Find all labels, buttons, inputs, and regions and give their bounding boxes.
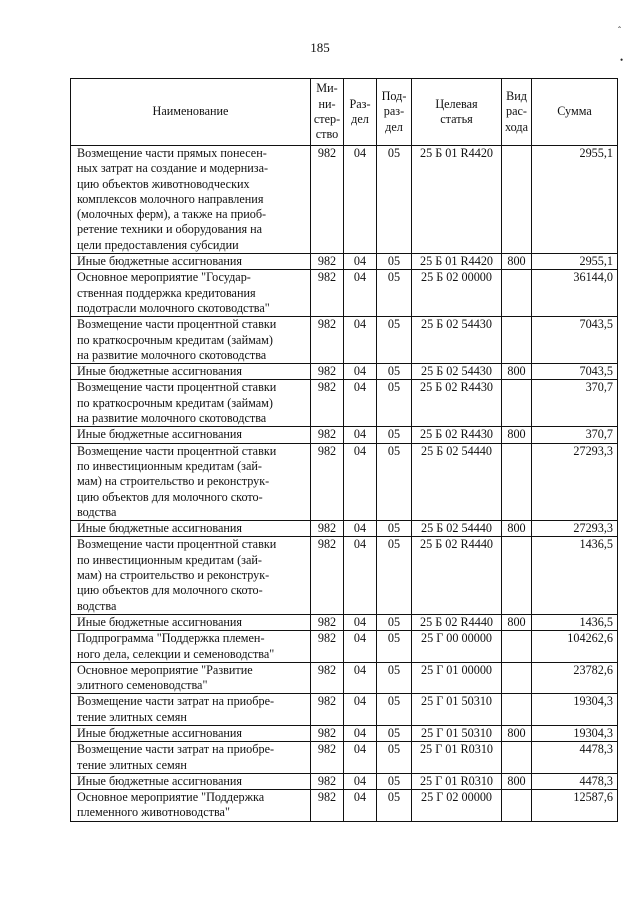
cell-name: Возмещение части затрат на приобре- тение элитных семян: [71, 742, 311, 774]
cell-expense-type: [502, 631, 532, 663]
cell-ministry: 982: [311, 790, 344, 822]
table-row: [71, 146, 618, 254]
cell-name: Иные бюджетные ассигнования: [71, 614, 311, 630]
cell-name: Иные бюджетные ассигнования: [71, 521, 311, 537]
cell-ministry: 982: [311, 662, 344, 694]
cell-expense-type: 800: [502, 614, 532, 630]
cell-subsection: 05: [377, 773, 412, 789]
table-row: [71, 270, 618, 317]
cell-target: 25 Б 02 R4440: [412, 614, 502, 630]
cell-target: 25 Г 02 00000: [412, 790, 502, 822]
header-name: Наименование: [71, 79, 311, 146]
cell-target: 25 Б 02 00000: [412, 270, 502, 317]
cell-section: 04: [344, 364, 377, 380]
cell-subsection: 05: [377, 742, 412, 774]
cell-section: 04: [344, 254, 377, 270]
cell-amount: 19304,3: [532, 725, 618, 741]
cell-subsection: 05: [377, 521, 412, 537]
cell-target: 25 Б 02 54430: [412, 364, 502, 380]
cell-amount: 1436,5: [532, 614, 618, 630]
cell-section: 04: [344, 614, 377, 630]
header-amount: Сумма: [532, 79, 618, 146]
table-row: [71, 443, 618, 520]
cell-section: 04: [344, 146, 377, 254]
cell-expense-type: [502, 694, 532, 726]
cell-amount: 370,7: [532, 380, 618, 427]
cell-ministry: 982: [311, 694, 344, 726]
table-row: [71, 521, 618, 537]
table-row: [71, 254, 618, 270]
cell-amount: 12587,6: [532, 790, 618, 822]
table-row: [71, 790, 618, 822]
cell-expense-type: [502, 537, 532, 614]
cell-expense-type: 800: [502, 427, 532, 443]
cell-expense-type: [502, 443, 532, 520]
cell-expense-type: 800: [502, 254, 532, 270]
cell-section: 04: [344, 521, 377, 537]
cell-ministry: 982: [311, 443, 344, 520]
cell-name: Основное мероприятие "Поддержка племенного животноводства": [71, 790, 311, 822]
cell-section: 04: [344, 725, 377, 741]
cell-ministry: 982: [311, 146, 344, 254]
cell-target: 25 Б 01 R4420: [412, 254, 502, 270]
table-row: [71, 537, 618, 614]
cell-target: 25 Б 02 54430: [412, 317, 502, 364]
cell-section: 04: [344, 317, 377, 364]
cell-amount: 27293,3: [532, 443, 618, 520]
cell-name: Иные бюджетные ассигнования: [71, 773, 311, 789]
cell-amount: 7043,5: [532, 364, 618, 380]
cell-section: 04: [344, 270, 377, 317]
header-ministry: Ми- ни- стер- ство: [311, 79, 344, 146]
cell-target: 25 Г 01 00000: [412, 662, 502, 694]
cell-expense-type: 800: [502, 725, 532, 741]
table-row: [71, 317, 618, 364]
header-expense-type: Вид рас- хода: [502, 79, 532, 146]
cell-subsection: 05: [377, 662, 412, 694]
cell-ministry: 982: [311, 725, 344, 741]
cell-target: 25 Б 02 R4430: [412, 427, 502, 443]
cell-target: 25 Б 02 54440: [412, 521, 502, 537]
cell-ministry: 982: [311, 270, 344, 317]
cell-subsection: 05: [377, 254, 412, 270]
cell-name: Возмещение части процентной ставки по краткосрочным кредитам (займам) на развитие молочного скотоводства: [71, 317, 311, 364]
table-row: [71, 694, 618, 726]
budget-table: [70, 78, 618, 822]
cell-section: 04: [344, 790, 377, 822]
cell-expense-type: 800: [502, 773, 532, 789]
cell-section: 04: [344, 427, 377, 443]
cell-ministry: 982: [311, 427, 344, 443]
cell-amount: 2955,1: [532, 146, 618, 254]
cell-expense-type: [502, 380, 532, 427]
cell-subsection: 05: [377, 443, 412, 520]
cell-subsection: 05: [377, 317, 412, 364]
cell-name: Иные бюджетные ассигнования: [71, 725, 311, 741]
cell-name: Возмещение части прямых понесен- ных затрат на создание и модерниза- цию объектов животноводческих комплексов молочного направления (молочных ферм), а также на приоб- ретение техники и оборудования на цели предоставления субсидии: [71, 146, 311, 254]
cell-subsection: 05: [377, 427, 412, 443]
cell-expense-type: [502, 317, 532, 364]
cell-subsection: 05: [377, 537, 412, 614]
header-target: Целевая статья: [412, 79, 502, 146]
cell-section: 04: [344, 443, 377, 520]
cell-name: Иные бюджетные ассигнования: [71, 364, 311, 380]
cell-name: Иные бюджетные ассигнования: [71, 427, 311, 443]
cell-name: Возмещение части затрат на приобре- тение элитных семян: [71, 694, 311, 726]
table-row: [71, 427, 618, 443]
table-row: [71, 742, 618, 774]
cell-subsection: 05: [377, 694, 412, 726]
cell-section: 04: [344, 742, 377, 774]
cell-subsection: 05: [377, 146, 412, 254]
cell-expense-type: [502, 146, 532, 254]
cell-section: 04: [344, 662, 377, 694]
cell-name: Основное мероприятие "Государ- ственная поддержка кредитования подотрасли молочного скотоводства": [71, 270, 311, 317]
cell-subsection: 05: [377, 790, 412, 822]
cell-target: 25 Г 01 R0310: [412, 742, 502, 774]
cell-amount: 7043,5: [532, 317, 618, 364]
cell-amount: 27293,3: [532, 521, 618, 537]
header-subsection: Под- раз- дел: [377, 79, 412, 146]
cell-ministry: 982: [311, 631, 344, 663]
table-row: [71, 725, 618, 741]
cell-amount: 23782,6: [532, 662, 618, 694]
cell-section: 04: [344, 631, 377, 663]
cell-amount: 19304,3: [532, 694, 618, 726]
cell-expense-type: 800: [502, 521, 532, 537]
cell-subsection: 05: [377, 364, 412, 380]
cell-amount: 36144,0: [532, 270, 618, 317]
cell-section: 04: [344, 773, 377, 789]
cell-ministry: 982: [311, 254, 344, 270]
cell-expense-type: [502, 270, 532, 317]
cell-expense-type: [502, 790, 532, 822]
cell-target: 25 Б 02 R4430: [412, 380, 502, 427]
table-row: [71, 380, 618, 427]
cell-ministry: 982: [311, 317, 344, 364]
cell-target: 25 Б 02 54440: [412, 443, 502, 520]
table-header-row: [71, 79, 618, 146]
cell-amount: 4478,3: [532, 773, 618, 789]
page-number: 185: [310, 40, 330, 55]
cell-subsection: 05: [377, 631, 412, 663]
cell-expense-type: [502, 662, 532, 694]
cell-ministry: 982: [311, 773, 344, 789]
cell-ministry: 982: [311, 364, 344, 380]
cell-name: Возмещение части процентной ставки по инвестиционным кредитам (зай- мам) на строительство и реконструк- цию объектов для молочного ското- водства: [71, 537, 311, 614]
scan-mark-icon: ˆ: [618, 25, 621, 35]
scan-dot-icon: •: [620, 55, 624, 65]
cell-section: 04: [344, 537, 377, 614]
cell-amount: 1436,5: [532, 537, 618, 614]
cell-subsection: 05: [377, 725, 412, 741]
cell-subsection: 05: [377, 270, 412, 317]
table-row: [71, 614, 618, 630]
cell-target: 25 Г 01 50310: [412, 694, 502, 726]
cell-ministry: 982: [311, 742, 344, 774]
cell-amount: 104262,6: [532, 631, 618, 663]
table-row: [71, 631, 618, 663]
cell-target: 25 Г 01 50310: [412, 725, 502, 741]
cell-amount: 4478,3: [532, 742, 618, 774]
cell-ministry: 982: [311, 537, 344, 614]
cell-target: 25 Г 01 R0310: [412, 773, 502, 789]
cell-expense-type: [502, 742, 532, 774]
cell-target: 25 Г 00 00000: [412, 631, 502, 663]
table-row: [71, 662, 618, 694]
cell-subsection: 05: [377, 380, 412, 427]
cell-name: Подпрограмма "Поддержка племен- ного дела, селекции и семеноводства": [71, 631, 311, 663]
cell-section: 04: [344, 380, 377, 427]
cell-ministry: 982: [311, 521, 344, 537]
cell-subsection: 05: [377, 614, 412, 630]
cell-target: 25 Б 01 R4420: [412, 146, 502, 254]
cell-ministry: 982: [311, 380, 344, 427]
cell-name: Возмещение части процентной ставки по краткосрочным кредитам (займам) на развитие молочного скотоводства: [71, 380, 311, 427]
cell-ministry: 982: [311, 614, 344, 630]
table-row: [71, 364, 618, 380]
cell-target: 25 Б 02 R4440: [412, 537, 502, 614]
cell-amount: 2955,1: [532, 254, 618, 270]
header-section: Раз- дел: [344, 79, 377, 146]
table-body: [71, 146, 618, 822]
cell-section: 04: [344, 694, 377, 726]
cell-name: Иные бюджетные ассигнования: [71, 254, 311, 270]
table-row: [71, 773, 618, 789]
cell-name: Возмещение части процентной ставки по инвестиционным кредитам (зай- мам) на строительство и реконструк- цию объектов для молочного ското- водства: [71, 443, 311, 520]
cell-expense-type: 800: [502, 364, 532, 380]
cell-name: Основное мероприятие "Развитие элитного семеноводства": [71, 662, 311, 694]
cell-amount: 370,7: [532, 427, 618, 443]
